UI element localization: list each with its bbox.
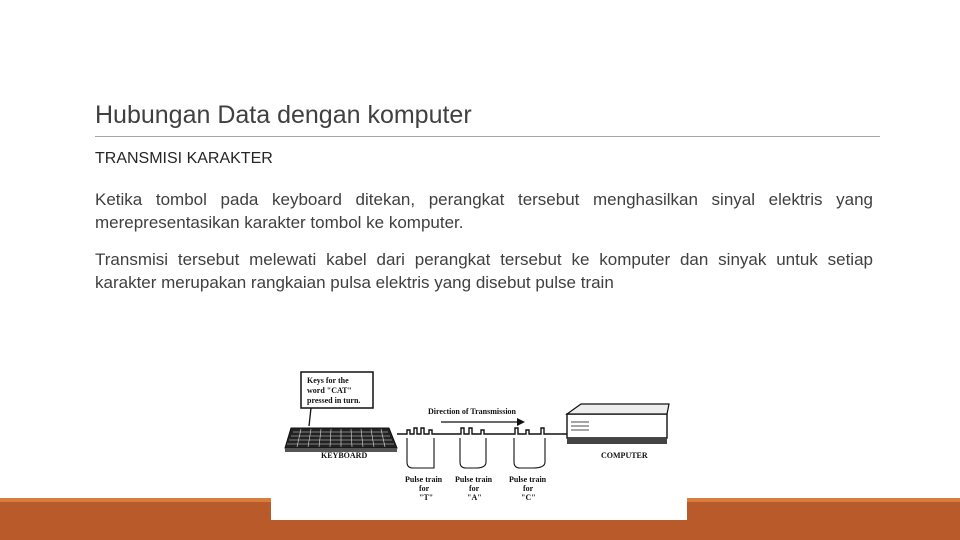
pulse-label-a-line2: for — [469, 484, 480, 493]
title-divider — [95, 136, 880, 137]
bracket-c — [514, 438, 545, 468]
pulse-label-t-line3: "T" — [419, 493, 434, 502]
keyboard-icon — [285, 428, 397, 452]
pulse-label-c-line2: for — [523, 484, 534, 493]
paragraph-keyboard-signal: Ketika tombol pada keyboard ditekan, perangkat tersebut menghasilkan sinyal elektris yang merepresentasikan karakter tombol ke komputer. — [95, 190, 873, 232]
callout-line-1: Keys for the — [307, 376, 349, 385]
section-subheading: TRANSMISI KARAKTER — [95, 150, 273, 167]
keyboard-label: KEYBOARD — [321, 451, 368, 460]
callout-pointer — [309, 408, 311, 426]
callout-line-2: word "CAT" — [307, 386, 352, 395]
pulse-label-t-line2: for — [419, 484, 430, 493]
pulse-label-a-line3: "A" — [467, 493, 482, 502]
bracket-a — [460, 438, 486, 468]
computer-icon — [567, 404, 669, 444]
transmission-figure — [271, 352, 687, 520]
direction-label: Direction of Transmission — [428, 407, 517, 416]
pulse-label-t-line1: Pulse train — [405, 475, 443, 484]
pulse-label-a-line1: Pulse train — [455, 475, 493, 484]
pulse-label-c-line1: Pulse train — [509, 475, 547, 484]
bracket-t — [407, 438, 434, 468]
slide-title: Hubungan Data dengan komputer — [95, 101, 472, 129]
callout-line-3: pressed in turn. — [307, 396, 361, 405]
pulse-label-c-line3: "C" — [521, 493, 536, 502]
paragraph-pulse-train: Transmisi tersebut melewati kabel dari perangkat tersebut ke komputer dan sinyak untuk setiap karakter merupakan rangkaian pulsa elektris yang disebut pulse train — [95, 250, 873, 292]
transmission-diagram — [271, 352, 687, 520]
direction-arrow-head — [517, 418, 525, 426]
computer-label: COMPUTER — [601, 451, 648, 460]
cable-with-pulses — [397, 428, 567, 434]
